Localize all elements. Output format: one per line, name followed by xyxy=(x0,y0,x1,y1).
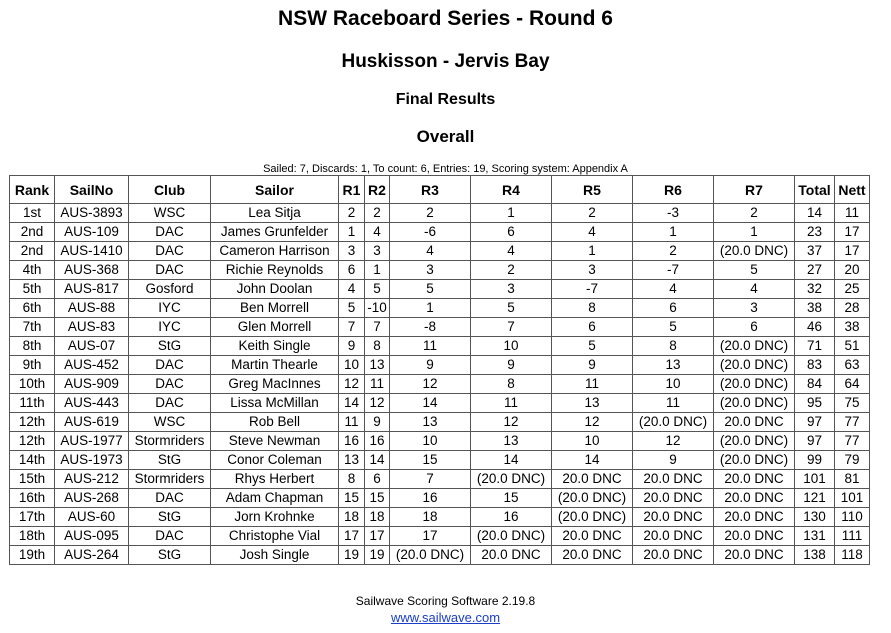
table-cell: 11 xyxy=(365,375,390,394)
table-cell: 17th xyxy=(10,508,55,527)
table-cell: 99 xyxy=(795,451,835,470)
table-cell: 8th xyxy=(10,337,55,356)
table-cell: 11 xyxy=(633,394,714,413)
table-cell: 118 xyxy=(835,546,870,565)
table-cell: 4 xyxy=(714,280,795,299)
table-cell: 97 xyxy=(795,413,835,432)
table-cell: 75 xyxy=(835,394,870,413)
table-cell: 38 xyxy=(835,318,870,337)
table-cell: 15 xyxy=(339,489,365,508)
table-cell: DAC xyxy=(129,242,211,261)
table-cell: 3 xyxy=(552,261,633,280)
table-cell: DAC xyxy=(129,356,211,375)
table-cell: 28 xyxy=(835,299,870,318)
table-cell: 20.0 DNC xyxy=(552,546,633,565)
table-cell: 7th xyxy=(10,318,55,337)
table-cell: 16 xyxy=(471,508,552,527)
table-cell: 46 xyxy=(795,318,835,337)
table-cell: 10 xyxy=(633,375,714,394)
table-row xyxy=(10,394,870,413)
table-cell: AUS-88 xyxy=(55,299,129,318)
table-cell: AUS-212 xyxy=(55,470,129,489)
table-cell: 3 xyxy=(714,299,795,318)
table-cell: 5 xyxy=(633,318,714,337)
table-cell: -3 xyxy=(633,204,714,223)
table-cell: 4 xyxy=(552,223,633,242)
table-cell: 8 xyxy=(633,337,714,356)
table-cell: Christophe Vial xyxy=(211,527,339,546)
table-cell: 8 xyxy=(471,375,552,394)
table-cell: 4 xyxy=(633,280,714,299)
table-cell: StG xyxy=(129,508,211,527)
table-cell: 13 xyxy=(471,432,552,451)
page-title: NSW Raceboard Series - Round 6 xyxy=(278,7,613,30)
table-cell: 9th xyxy=(10,356,55,375)
table-cell: 19th xyxy=(10,546,55,565)
table-cell: 19 xyxy=(339,546,365,565)
table-cell: IYC xyxy=(129,299,211,318)
table-row xyxy=(10,413,870,432)
table-row xyxy=(10,451,870,470)
table-cell: AUS-268 xyxy=(55,489,129,508)
table-cell: 12 xyxy=(471,413,552,432)
table-cell: 15 xyxy=(471,489,552,508)
table-row xyxy=(10,432,870,451)
table-cell: 20.0 DNC xyxy=(471,546,552,565)
table-cell: 20.0 DNC xyxy=(552,527,633,546)
sailwave-link[interactable]: www.sailwave.com xyxy=(390,610,501,625)
table-cell: 1 xyxy=(633,223,714,242)
table-cell: 15 xyxy=(390,451,471,470)
column-header: R1 xyxy=(339,176,365,204)
table-row xyxy=(10,242,870,261)
table-cell: 9 xyxy=(471,356,552,375)
table-cell: 4 xyxy=(471,242,552,261)
table-cell: 5 xyxy=(552,337,633,356)
table-cell: 23 xyxy=(795,223,835,242)
table-cell: 3 xyxy=(365,242,390,261)
table-cell: 14 xyxy=(365,451,390,470)
table-cell: Stormriders xyxy=(129,470,211,489)
table-header-row xyxy=(10,176,870,204)
table-cell: (20.0 DNC) xyxy=(714,394,795,413)
table-cell: 2nd xyxy=(10,242,55,261)
table-cell: 2 xyxy=(714,204,795,223)
table-cell: 11 xyxy=(552,375,633,394)
table-cell: 11th xyxy=(10,394,55,413)
table-cell: 17 xyxy=(390,527,471,546)
table-cell: 20.0 DNC xyxy=(714,470,795,489)
table-cell: 83 xyxy=(795,356,835,375)
table-body xyxy=(10,204,870,565)
table-cell: 6th xyxy=(10,299,55,318)
table-cell: AUS-60 xyxy=(55,508,129,527)
table-cell: -10 xyxy=(365,299,390,318)
table-cell: 71 xyxy=(795,337,835,356)
table-cell: 18th xyxy=(10,527,55,546)
table-cell: 3 xyxy=(471,280,552,299)
table-cell: 11 xyxy=(471,394,552,413)
table-cell: 4 xyxy=(390,242,471,261)
table-cell: AUS-3893 xyxy=(55,204,129,223)
column-header: R6 xyxy=(633,176,714,204)
table-cell: 7 xyxy=(471,318,552,337)
table-cell: (20.0 DNC) xyxy=(552,508,633,527)
table-cell: 1 xyxy=(552,242,633,261)
table-cell: 14th xyxy=(10,451,55,470)
table-cell: 111 xyxy=(835,527,870,546)
table-cell: 12 xyxy=(633,432,714,451)
table-cell: 13 xyxy=(365,356,390,375)
table-cell: (20.0 DNC) xyxy=(390,546,471,565)
table-cell: (20.0 DNC) xyxy=(714,375,795,394)
table-cell: 6 xyxy=(552,318,633,337)
table-cell: 17 xyxy=(835,242,870,261)
table-cell: 13 xyxy=(339,451,365,470)
table-cell: Stormriders xyxy=(129,432,211,451)
table-cell: Steve Newman xyxy=(211,432,339,451)
table-cell: Jorn Krohnke xyxy=(211,508,339,527)
table-cell: 20.0 DNC xyxy=(552,470,633,489)
table-cell: AUS-07 xyxy=(55,337,129,356)
table-cell: StG xyxy=(129,546,211,565)
table-cell: 64 xyxy=(835,375,870,394)
table-cell: 77 xyxy=(835,413,870,432)
column-header: Club xyxy=(129,176,211,204)
table-cell: AUS-817 xyxy=(55,280,129,299)
table-cell: 138 xyxy=(795,546,835,565)
table-cell: 10 xyxy=(552,432,633,451)
table-cell: DAC xyxy=(129,223,211,242)
table-cell: 20.0 DNC xyxy=(633,527,714,546)
table-cell: 8 xyxy=(339,470,365,489)
table-cell: DAC xyxy=(129,394,211,413)
table-cell: 9 xyxy=(339,337,365,356)
table-cell: (20.0 DNC) xyxy=(552,489,633,508)
table-cell: 16 xyxy=(339,432,365,451)
table-cell: 2 xyxy=(339,204,365,223)
table-cell: 20.0 DNC xyxy=(633,470,714,489)
table-cell: 101 xyxy=(835,489,870,508)
table-cell: Cameron Harrison xyxy=(211,242,339,261)
table-cell: 15 xyxy=(365,489,390,508)
table-cell: 9 xyxy=(390,356,471,375)
table-cell: (20.0 DNC) xyxy=(714,356,795,375)
table-cell: Josh Single xyxy=(211,546,339,565)
table-cell: 14 xyxy=(339,394,365,413)
table-cell: WSC xyxy=(129,413,211,432)
table-cell: Martin Thearle xyxy=(211,356,339,375)
table-cell: 5 xyxy=(714,261,795,280)
table-cell: 5 xyxy=(339,299,365,318)
table-cell: (20.0 DNC) xyxy=(633,413,714,432)
table-cell: (20.0 DNC) xyxy=(714,337,795,356)
table-cell: 12 xyxy=(339,375,365,394)
table-cell: Gosford xyxy=(129,280,211,299)
table-cell: 10 xyxy=(339,356,365,375)
table-cell: 16 xyxy=(365,432,390,451)
table-cell: 2 xyxy=(633,242,714,261)
table-cell: Richie Reynolds xyxy=(211,261,339,280)
table-cell: 121 xyxy=(795,489,835,508)
table-cell: DAC xyxy=(129,261,211,280)
table-cell: 27 xyxy=(795,261,835,280)
table-cell: Lea Sitja xyxy=(211,204,339,223)
table-cell: 20.0 DNC xyxy=(714,508,795,527)
table-cell: 16th xyxy=(10,489,55,508)
column-header: R3 xyxy=(390,176,471,204)
table-row xyxy=(10,223,870,242)
table-cell: 2 xyxy=(471,261,552,280)
table-cell: 20.0 DNC xyxy=(633,508,714,527)
table-cell: 1 xyxy=(339,223,365,242)
table-cell: 37 xyxy=(795,242,835,261)
table-cell: StG xyxy=(129,451,211,470)
table-cell: (20.0 DNC) xyxy=(714,242,795,261)
table-cell: 4 xyxy=(365,223,390,242)
table-cell: 19 xyxy=(365,546,390,565)
table-cell: 12th xyxy=(10,413,55,432)
table-cell: 18 xyxy=(339,508,365,527)
table-row xyxy=(10,280,870,299)
table-row xyxy=(10,337,870,356)
table-cell: 1 xyxy=(390,299,471,318)
table-cell: John Doolan xyxy=(211,280,339,299)
table-cell: 131 xyxy=(795,527,835,546)
table-cell: James Grunfelder xyxy=(211,223,339,242)
table-cell: AUS-264 xyxy=(55,546,129,565)
table-cell: 14 xyxy=(471,451,552,470)
table-cell: AUS-443 xyxy=(55,394,129,413)
table-cell: 10 xyxy=(471,337,552,356)
table-cell: 81 xyxy=(835,470,870,489)
column-header: Total xyxy=(795,176,835,204)
table-cell: 17 xyxy=(365,527,390,546)
table-cell: 7 xyxy=(390,470,471,489)
table-cell: 17 xyxy=(339,527,365,546)
table-cell: 12 xyxy=(552,413,633,432)
division-heading: Overall xyxy=(416,127,475,146)
table-cell: 7 xyxy=(365,318,390,337)
table-cell: 6 xyxy=(365,470,390,489)
column-header: Rank xyxy=(10,176,55,204)
table-cell: 13 xyxy=(633,356,714,375)
table-cell: AUS-368 xyxy=(55,261,129,280)
table-cell: 6 xyxy=(339,261,365,280)
column-header: R7 xyxy=(714,176,795,204)
table-cell: Conor Coleman xyxy=(211,451,339,470)
table-cell: AUS-83 xyxy=(55,318,129,337)
table-cell: DAC xyxy=(129,527,211,546)
table-row xyxy=(10,470,870,489)
table-cell: AUS-1977 xyxy=(55,432,129,451)
table-cell: AUS-109 xyxy=(55,223,129,242)
table-cell: (20.0 DNC) xyxy=(714,451,795,470)
table-cell: 32 xyxy=(795,280,835,299)
table-cell: 9 xyxy=(365,413,390,432)
table-cell: 14 xyxy=(795,204,835,223)
table-cell: 13 xyxy=(390,413,471,432)
table-cell: AUS-1410 xyxy=(55,242,129,261)
table-cell: 13 xyxy=(552,394,633,413)
table-cell: 9 xyxy=(633,451,714,470)
table-cell: 79 xyxy=(835,451,870,470)
table-cell: 4 xyxy=(339,280,365,299)
table-cell: 5 xyxy=(471,299,552,318)
table-cell: 15th xyxy=(10,470,55,489)
table-cell: AUS-619 xyxy=(55,413,129,432)
results-type-heading: Final Results xyxy=(395,91,496,108)
table-cell: 20.0 DNC xyxy=(714,489,795,508)
table-cell: 51 xyxy=(835,337,870,356)
table-row xyxy=(10,356,870,375)
table-cell: DAC xyxy=(129,375,211,394)
table-cell: -7 xyxy=(552,280,633,299)
table-cell: StG xyxy=(129,337,211,356)
series-summary: Sailed: 7, Discards: 1, To count: 6, Entries: 19, Scoring system: Appendix A xyxy=(263,163,628,175)
table-cell: 7 xyxy=(339,318,365,337)
table-cell: (20.0 DNC) xyxy=(714,432,795,451)
column-header: R5 xyxy=(552,176,633,204)
column-header: R2 xyxy=(365,176,390,204)
column-header: Nett xyxy=(835,176,870,204)
table-cell: 18 xyxy=(365,508,390,527)
table-cell: 84 xyxy=(795,375,835,394)
table-cell: 12 xyxy=(390,375,471,394)
table-cell: 2 xyxy=(390,204,471,223)
table-cell: 20.0 DNC xyxy=(633,489,714,508)
table-cell: 14 xyxy=(390,394,471,413)
table-cell: (20.0 DNC) xyxy=(471,470,552,489)
table-cell: 5th xyxy=(10,280,55,299)
table-cell: Adam Chapman xyxy=(211,489,339,508)
table-cell: AUS-095 xyxy=(55,527,129,546)
table-cell: Greg MacInnes xyxy=(211,375,339,394)
table-cell: 2nd xyxy=(10,223,55,242)
table-cell: 3 xyxy=(390,261,471,280)
table-cell: -6 xyxy=(390,223,471,242)
table-cell: 1 xyxy=(714,223,795,242)
table-cell: 6 xyxy=(633,299,714,318)
table-cell: 97 xyxy=(795,432,835,451)
table-cell: 6 xyxy=(714,318,795,337)
table-cell: Keith Single xyxy=(211,337,339,356)
table-cell: 5 xyxy=(365,280,390,299)
table-cell: 20 xyxy=(835,261,870,280)
table-cell: 11 xyxy=(390,337,471,356)
table-cell: IYC xyxy=(129,318,211,337)
table-cell: 17 xyxy=(835,223,870,242)
table-cell: 16 xyxy=(390,489,471,508)
table-cell: (20.0 DNC) xyxy=(471,527,552,546)
table-cell: 3 xyxy=(339,242,365,261)
table-cell: AUS-452 xyxy=(55,356,129,375)
table-cell: 63 xyxy=(835,356,870,375)
table-cell: 6 xyxy=(471,223,552,242)
table-cell: Glen Morrell xyxy=(211,318,339,337)
table-cell: 20.0 DNC xyxy=(714,527,795,546)
table-cell: 4th xyxy=(10,261,55,280)
table-cell: 38 xyxy=(795,299,835,318)
table-cell: 130 xyxy=(795,508,835,527)
table-cell: 11 xyxy=(835,204,870,223)
table-cell: 2 xyxy=(365,204,390,223)
table-cell: 8 xyxy=(365,337,390,356)
table-cell: 25 xyxy=(835,280,870,299)
column-header: Sailor xyxy=(211,176,339,204)
table-cell: 9 xyxy=(552,356,633,375)
column-header: R4 xyxy=(471,176,552,204)
table-cell: 101 xyxy=(795,470,835,489)
results-table xyxy=(9,175,870,565)
table-cell: 11 xyxy=(339,413,365,432)
table-cell: 1 xyxy=(471,204,552,223)
table-cell: Rob Bell xyxy=(211,413,339,432)
table-row xyxy=(10,204,870,223)
table-cell: 18 xyxy=(390,508,471,527)
table-cell: 20.0 DNC xyxy=(714,413,795,432)
table-cell: 12 xyxy=(365,394,390,413)
table-cell: 77 xyxy=(835,432,870,451)
table-cell: Rhys Herbert xyxy=(211,470,339,489)
table-cell: 110 xyxy=(835,508,870,527)
column-header: SailNo xyxy=(55,176,129,204)
table-row xyxy=(10,508,870,527)
table-cell: 20.0 DNC xyxy=(633,546,714,565)
table-row xyxy=(10,527,870,546)
table-cell: 8 xyxy=(552,299,633,318)
table-cell: 12th xyxy=(10,432,55,451)
table-row xyxy=(10,375,870,394)
table-cell: 95 xyxy=(795,394,835,413)
table-cell: 14 xyxy=(552,451,633,470)
table-cell: -7 xyxy=(633,261,714,280)
table-cell: -8 xyxy=(390,318,471,337)
table-row xyxy=(10,299,870,318)
table-row xyxy=(10,546,870,565)
table-cell: 1 xyxy=(365,261,390,280)
table-cell: 5 xyxy=(390,280,471,299)
table-cell: WSC xyxy=(129,204,211,223)
table-cell: 2 xyxy=(552,204,633,223)
table-row xyxy=(10,318,870,337)
table-cell: Ben Morrell xyxy=(211,299,339,318)
table-row xyxy=(10,261,870,280)
venue-heading: Huskisson - Jervis Bay xyxy=(341,51,550,72)
table-cell: AUS-1973 xyxy=(55,451,129,470)
table-cell: DAC xyxy=(129,489,211,508)
table-cell: 1st xyxy=(10,204,55,223)
table-cell: AUS-909 xyxy=(55,375,129,394)
table-cell: 20.0 DNC xyxy=(714,546,795,565)
software-credit: Sailwave Scoring Software 2.19.8 xyxy=(355,594,536,608)
table-row xyxy=(10,489,870,508)
table-cell: 10 xyxy=(390,432,471,451)
table-cell: Lissa McMillan xyxy=(211,394,339,413)
table-cell: 10th xyxy=(10,375,55,394)
